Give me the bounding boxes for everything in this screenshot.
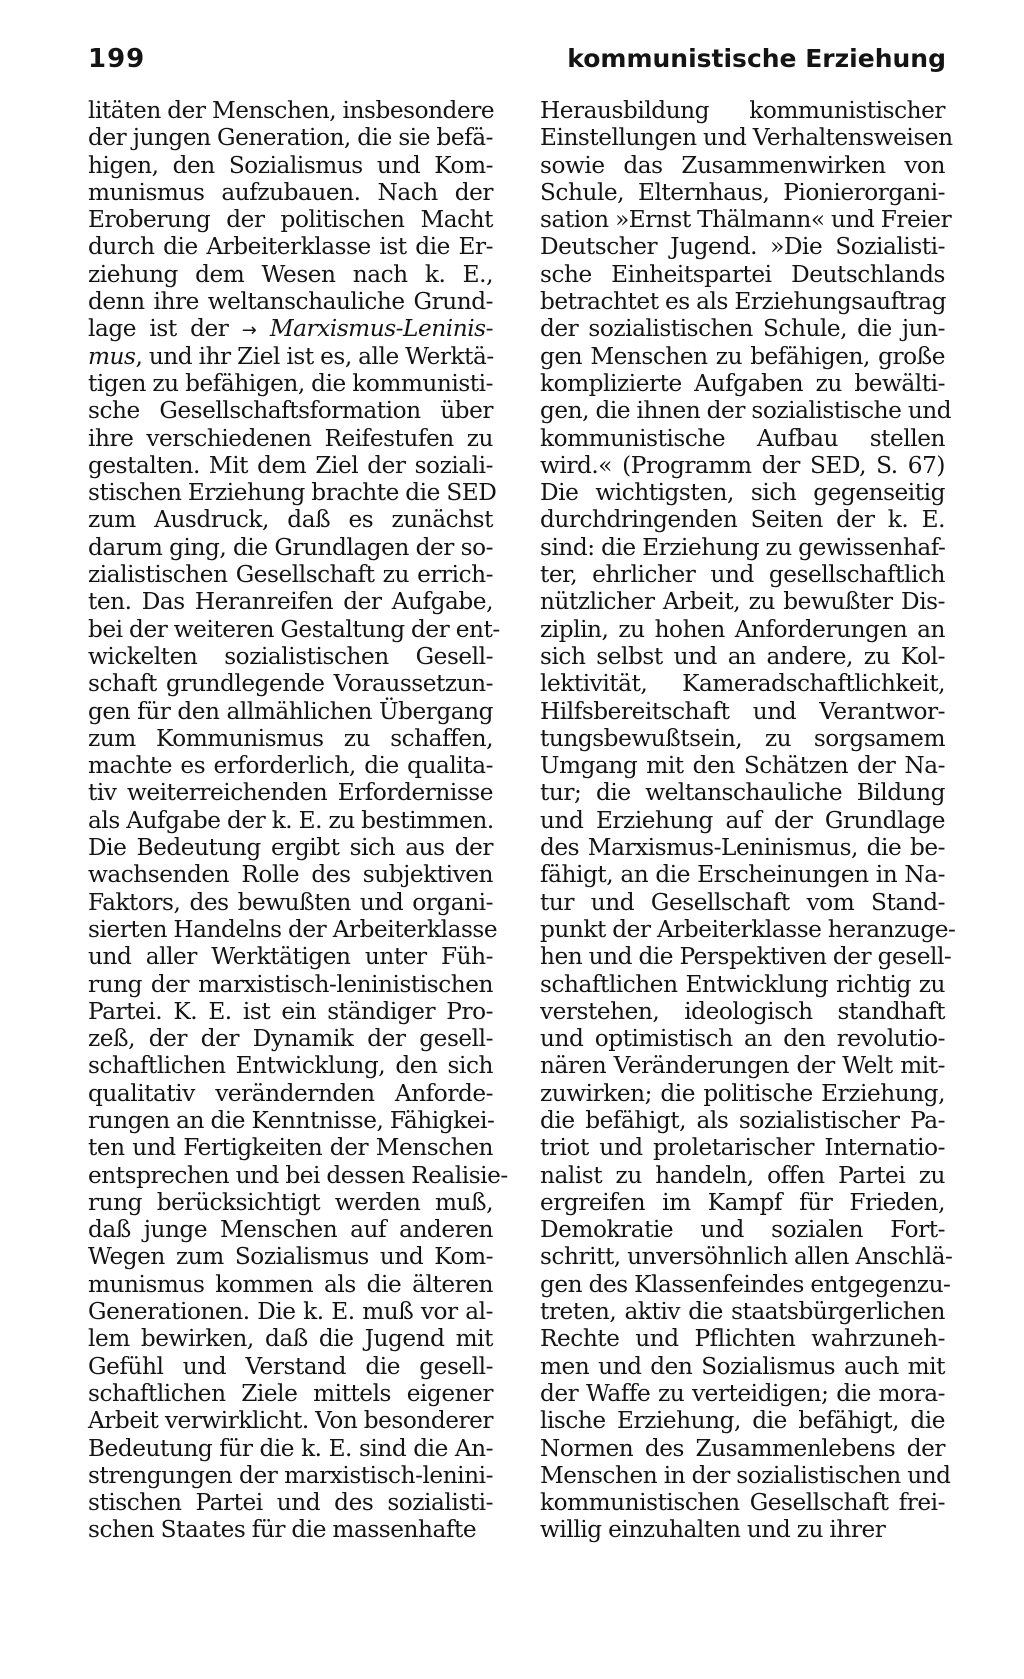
- text-line: zialistischen Gesellschaft zu errich-: [88, 561, 493, 589]
- text-line: schaft grundlegende Voraussetzun-: [88, 670, 493, 698]
- text-line: machte es erforderlich, die qualita-: [88, 752, 493, 780]
- text-line: tigen zu befähigen, die kommunisti-: [88, 369, 494, 397]
- text-line: sind: die Erziehung zu gewissenhaf-: [540, 533, 946, 561]
- text-line: als Aufgabe der k. E. zu bestimmen.: [88, 806, 494, 834]
- text-line: tiv weiterreichenden Erfordernisse: [88, 779, 493, 807]
- text-line: wachsenden Rolle des subjektiven: [88, 861, 493, 889]
- text-line: punkt der Arbeiterklasse heranzuge-: [540, 915, 956, 943]
- text-line: sche Gesellschaftsformation über: [88, 397, 493, 425]
- text-line: zeß, der der Dynamik der gesell-: [88, 1025, 493, 1053]
- text-line: komplizierte Aufgaben zu bewälti-: [540, 369, 945, 397]
- text-line: triot und proletarischer Internatio-: [540, 1134, 945, 1162]
- text-line: kommunistische Aufbau stellen: [540, 424, 945, 452]
- text-line: der sozialistischen Schule, die jun-: [540, 315, 945, 343]
- text-segment: lage ist der: [88, 315, 242, 343]
- text-line: nären Veränderungen der Welt mit-: [540, 1052, 945, 1080]
- text-line: Demokratie und sozialen Fort-: [540, 1216, 945, 1244]
- text-line: betrachtet es als Erziehungsauftrag: [540, 288, 947, 316]
- text-line: rungen an die Kenntnisse, Fähigkei-: [88, 1106, 495, 1134]
- text-line: ten. Das Heranreifen der Aufgabe,: [88, 588, 493, 616]
- text-line: higen, den Sozialismus und Kom-: [88, 151, 493, 179]
- text-line: Gefühl und Verstand die gesell-: [88, 1352, 493, 1380]
- text-line: Einstellungen und Verhaltensweisen: [540, 124, 953, 152]
- text-line: zum Ausdruck, daß es zunächst: [88, 506, 493, 534]
- text-line: qualitativ verändernden Anforde-: [88, 1079, 493, 1107]
- text-line: zuwirken; die politische Erziehung,: [540, 1079, 945, 1107]
- text-line: Faktors, des bewußten und organi-: [88, 888, 493, 916]
- left-text-column: [88, 97, 508, 1544]
- text-line: Menschen in der sozialistischen und: [540, 1461, 951, 1489]
- text-line: stischen Partei und des sozialisti-: [88, 1489, 493, 1517]
- text-line: sowie das Zusammenwirken von: [540, 151, 945, 179]
- text-line: strengungen der marxistisch-lenini-: [88, 1461, 493, 1489]
- text-line: Rechte und Pflichten wahrzuneh-: [540, 1325, 945, 1353]
- text-line: munismus aufzubauen. Nach der: [88, 178, 493, 206]
- text-line: ziplin, zu hohen Anforderungen an: [540, 615, 945, 643]
- text-line: Die wichtigsten, sich gegenseitig: [540, 479, 945, 507]
- text-line: Bedeutung für die k. E. sind die An-: [88, 1434, 493, 1462]
- text-line: die befähigt, als sozialistischer Pa-: [540, 1106, 945, 1134]
- text-line: Deutscher Jugend. »Die Sozialisti-: [540, 233, 945, 261]
- text-line: Schule, Elternhaus, Pionierorgani-: [540, 178, 945, 206]
- text-line: gestalten. Mit dem Ziel der soziali-: [88, 451, 493, 479]
- text-line: daß junge Menschen auf anderen: [88, 1216, 493, 1244]
- text-line: treten, aktiv die staatsbürgerlichen: [540, 1298, 945, 1326]
- text-line: ter, ehrlicher und gesellschaftlich: [540, 561, 945, 589]
- text-line: hen und die Perspektiven der gesell-: [540, 943, 952, 971]
- text-line: tur; die weltanschauliche Bildung: [540, 779, 945, 807]
- text-line: [88, 343, 493, 370]
- text-line: Normen des Zusammenlebens der: [540, 1434, 945, 1462]
- text-line: sation »Ernst Thälmann« und Freier: [540, 206, 952, 234]
- text-line: des Marxismus-Leninismus, die be-: [540, 834, 945, 862]
- text-line: wird.« (Programm der SED, S. 67): [540, 451, 945, 479]
- text-line: entsprechen und bei dessen Realisie-: [88, 1161, 508, 1189]
- text-line: rung berücksichtigt werden muß,: [88, 1188, 493, 1216]
- text-line: bei der weiteren Gestaltung der ent-: [88, 615, 500, 643]
- text-line: Hilfsbereitschaft und Verantwor-: [540, 697, 945, 725]
- text-line: lem bewirken, daß die Jugend mit: [88, 1325, 493, 1353]
- page-number: 199: [88, 44, 146, 74]
- text-line: kommunistischen Gesellschaft frei-: [540, 1489, 945, 1517]
- text-line: und optimistisch an den revolutio-: [540, 1025, 945, 1053]
- text-line: ten und Fertigkeiten der Menschen: [88, 1134, 493, 1162]
- text-line: tur und Gesellschaft vom Stand-: [540, 888, 945, 916]
- text-line: und aller Werktätigen unter Füh-: [88, 943, 493, 971]
- text-line: Herausbildung kommunistischer: [540, 97, 945, 124]
- text-line: schaftlichen Entwicklung richtig zu: [540, 970, 945, 998]
- text-line: schaftlichen Entwicklung, den sich: [88, 1052, 493, 1080]
- running-head: kommunistische Erziehung: [567, 44, 946, 73]
- text-line: zum Kommunismus zu schaffen,: [88, 724, 493, 752]
- text-line: denn ihre weltanschauliche Grund-: [88, 288, 493, 316]
- text-line: schen Staates für die massenhafte: [88, 1516, 477, 1544]
- text-line: sich selbst und an andere, zu Kol-: [540, 642, 945, 670]
- text-line: sche Einheitspartei Deutschlands: [540, 260, 945, 288]
- text-line: men und den Sozialismus auch mit: [540, 1352, 945, 1380]
- text-line: sierten Handelns der Arbeiterklasse: [88, 915, 498, 943]
- text-line: durchdringenden Seiten der k. E.: [540, 506, 945, 534]
- text-line: wickelten sozialistischen Gesell-: [88, 642, 493, 670]
- text-line: [88, 315, 493, 342]
- text-line: gen Menschen zu befähigen, große: [540, 342, 945, 370]
- text-segment: , und ihr Ziel ist es, alle Werktä-: [135, 342, 494, 370]
- text-line: der jungen Generation, die sie befä-: [88, 124, 493, 152]
- text-line: Partei. K. E. ist ein ständiger Pro-: [88, 997, 493, 1025]
- cross-reference-arrow-icon: →: [241, 320, 257, 342]
- text-line: litäten der Menschen, insbesondere: [88, 97, 495, 124]
- text-line: gen für den allmählichen Übergang: [88, 697, 493, 725]
- text-line: ergreifen im Kampf für Frieden,: [540, 1188, 945, 1216]
- text-line: Wegen zum Sozialismus und Kom-: [88, 1243, 493, 1271]
- cross-reference-term: Marxismus-Leninis-: [256, 315, 493, 343]
- text-line: gen, die ihnen der sozialistische und: [540, 397, 952, 425]
- text-line: lische Erziehung, die befähigt, die: [540, 1407, 945, 1435]
- text-line: schritt, unversöhnlich allen Anschlä-: [540, 1243, 953, 1271]
- text-line: Die Bedeutung ergibt sich aus der: [88, 834, 493, 862]
- text-line: ihre verschiedenen Reifestufen zu: [88, 424, 493, 452]
- page-header: [88, 44, 946, 80]
- text-line: verstehen, ideologisch standhaft: [540, 997, 945, 1025]
- text-line: Generationen. Die k. E. muß vor al-: [88, 1298, 493, 1326]
- text-line: nützlicher Arbeit, zu bewußter Dis-: [540, 588, 945, 616]
- text-line: ziehung dem Wesen nach k. E.,: [88, 260, 493, 288]
- text-line: willig einzuhalten und zu ihrer: [540, 1516, 886, 1544]
- text-line: stischen Erziehung brachte die SED: [88, 479, 497, 507]
- text-line: Arbeit verwirklicht. Von besonderer: [88, 1407, 494, 1435]
- text-line: rung der marxistisch-leninistischen: [88, 970, 493, 998]
- text-line: Eroberung der politischen Macht: [88, 206, 493, 234]
- cross-reference-term: mus: [88, 342, 136, 370]
- text-line: tungsbewußtsein, zu sorgsamem: [540, 724, 945, 752]
- text-line: munismus kommen als die älteren: [88, 1270, 493, 1298]
- text-line: Umgang mit den Schätzen der Na-: [540, 752, 945, 780]
- right-text-column: [540, 97, 956, 1544]
- text-line: durch die Arbeiterklasse ist die Er-: [88, 233, 493, 261]
- text-line: nalist zu handeln, offen Partei zu: [540, 1161, 945, 1189]
- text-line: der Waffe zu verteidigen; die mora-: [540, 1379, 945, 1407]
- text-line: lektivität, Kameradschaftlichkeit,: [540, 670, 945, 698]
- text-line: darum ging, die Grundlagen der so-: [88, 533, 493, 561]
- text-line: gen des Klassenfeindes entgegenzu-: [540, 1270, 951, 1298]
- text-line: schaftlichen Ziele mittels eigener: [88, 1379, 493, 1407]
- text-line: und Erziehung auf der Grundlage: [540, 806, 945, 834]
- text-line: fähigt, an die Erscheinungen in Na-: [540, 861, 945, 889]
